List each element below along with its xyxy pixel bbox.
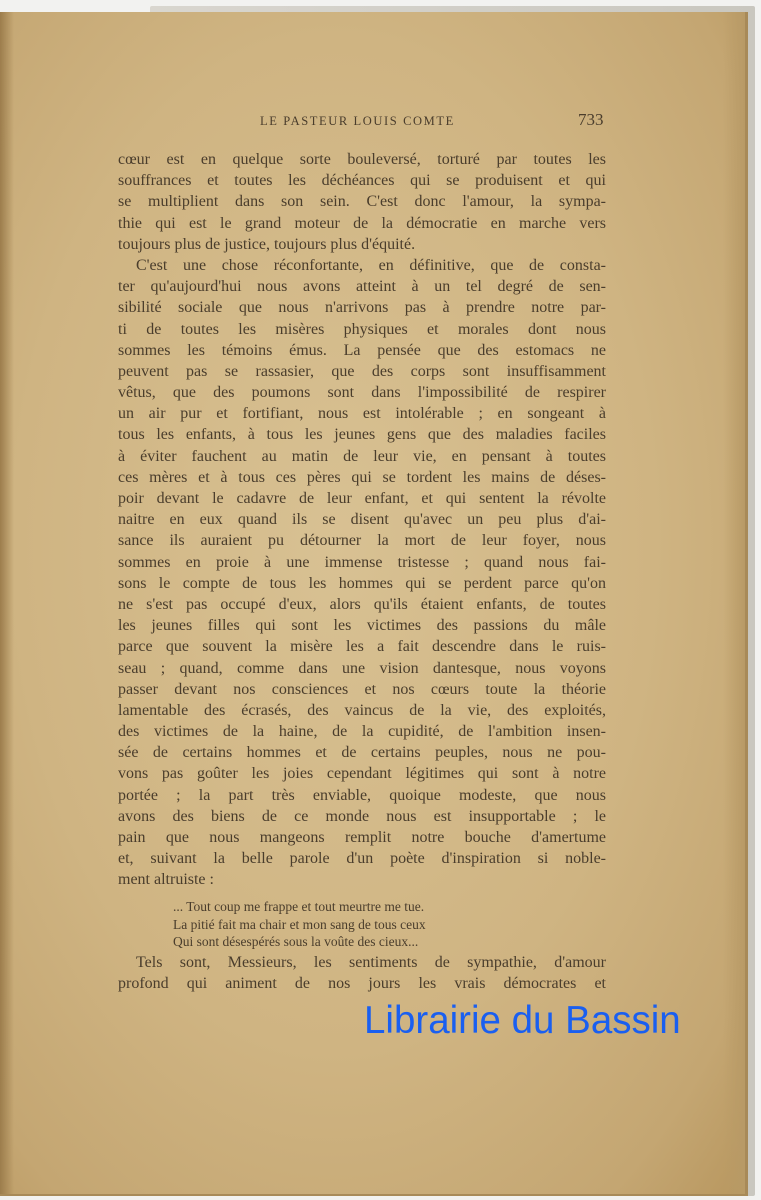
text-line: seau ; quand, comme dans une vision dantesque, nous voyons bbox=[118, 659, 606, 677]
body-text bbox=[118, 149, 606, 891]
text-line: à éviter fauchent au matin de leur vie, en pensant à toutes bbox=[118, 447, 606, 465]
text-line: ment altruiste : bbox=[118, 871, 214, 889]
verse-line: Qui sont désespérés sous la voûte des cieux... bbox=[173, 934, 419, 949]
watermark: Librairie du Bassin bbox=[364, 999, 681, 1042]
verse-line: ... Tout coup me frappe et tout meurtre me tue. bbox=[173, 899, 425, 914]
text-line: Tels sont, Messieurs, les sentiments de sympathie, d'amour bbox=[136, 954, 606, 971]
verse-line: La pitié fait ma chair et mon sang de tous ceux bbox=[173, 916, 426, 932]
text-line: et, suivant la belle parole d'un poète d'inspiration si noble- bbox=[118, 850, 606, 868]
text-line: profond qui animent de nos jours les vrais démocrates et bbox=[118, 975, 606, 993]
text-line: sée de certains hommes et de certains peuples, nous ne pou- bbox=[118, 744, 606, 762]
running-title: LE PASTEUR LOUIS COMTE bbox=[260, 114, 455, 128]
text-line: sommes les témoins émus. La pensée que des estomacs ne bbox=[118, 341, 606, 359]
text-line: cœur est en quelque sorte bouleversé, torturé par toutes les bbox=[118, 151, 606, 168]
text-line: ti de toutes les misères physiques et morales dont nous bbox=[118, 320, 606, 338]
text-line: passer devant nos consciences et nos cœurs toute la théorie bbox=[118, 680, 606, 698]
text-line: ne s'est pas occupé d'eux, alors qu'ils étaient enfants, de toutes bbox=[118, 595, 606, 613]
text-line: peuvent pas se rassasier, que des corps sont insuffisamment bbox=[118, 362, 606, 380]
text-line: sibilité sociale que nous n'arrivons pas à prendre notre par- bbox=[118, 299, 606, 317]
text-line: tous les enfants, à tous les jeunes gens que des maladies faciles bbox=[118, 426, 606, 444]
text-line: sons le compte de tous les hommes qui se perdent parce qu'on bbox=[118, 574, 606, 592]
text-line: poir devant le cadavre de leur enfant, et qui sentent la révolte bbox=[118, 490, 606, 507]
text-line: ter qu'aujourd'hui nous avons atteint à un tel degré de sen- bbox=[118, 278, 606, 296]
text-line: lamentable des écrasés, des vaincus de la vie, des exploités, bbox=[118, 701, 606, 719]
page-number: 733 bbox=[578, 110, 604, 129]
text-line: souffrances et toutes les déchéances qui se produisent et qui bbox=[118, 172, 606, 190]
text-line: portée ; la part très enviable, quoique modeste, que nous bbox=[118, 786, 606, 804]
text-line: parce que souvent la misère les a fait descendre dans le ruis- bbox=[118, 638, 606, 656]
text-line: se multiplient dans son sein. C'est donc l'amour, la sympa- bbox=[118, 193, 606, 211]
text-line: vêtus, que des poumons sont dans l'impossibilité de respirer bbox=[118, 384, 606, 402]
text-line: toujours plus de justice, toujours plus d'équité. bbox=[118, 235, 416, 253]
text-line: vons pas goûter les joies cependant légitimes qui sont à notre bbox=[118, 765, 606, 783]
text-line: pain que nous mangeons remplit notre bouche d'amertume bbox=[118, 829, 606, 846]
text-line: C'est une chose réconfortante, en définitive, que de consta- bbox=[136, 256, 606, 274]
text-line: les jeunes filles qui sont les victimes des passions du mâle bbox=[118, 617, 606, 635]
text-line: naitre en eux quand ils se disent qu'avec un peu plus d'ai- bbox=[118, 511, 606, 529]
text-line: sance ils auraient pu détourner la mort de leur foyer, nous bbox=[118, 532, 606, 550]
text-line: des victimes de la haine, de la cupidité, de l'ambition insen- bbox=[118, 723, 606, 741]
text-line: thie qui est le grand moteur de la démocratie en marche vers bbox=[118, 214, 606, 232]
text-line: ces mères et à tous ces pères qui se tordent les mains de déses- bbox=[118, 468, 606, 486]
text-line: un air pur et fortifiant, nous est intolérable ; en songeant à bbox=[118, 405, 606, 423]
text-line: avons des biens de ce monde nous est insupportable ; le bbox=[118, 807, 606, 825]
closing-paragraph bbox=[118, 952, 606, 994]
text-line: sommes en proie à une immense tristesse ; quand nous fai- bbox=[118, 553, 606, 571]
verse-quote bbox=[173, 898, 426, 951]
